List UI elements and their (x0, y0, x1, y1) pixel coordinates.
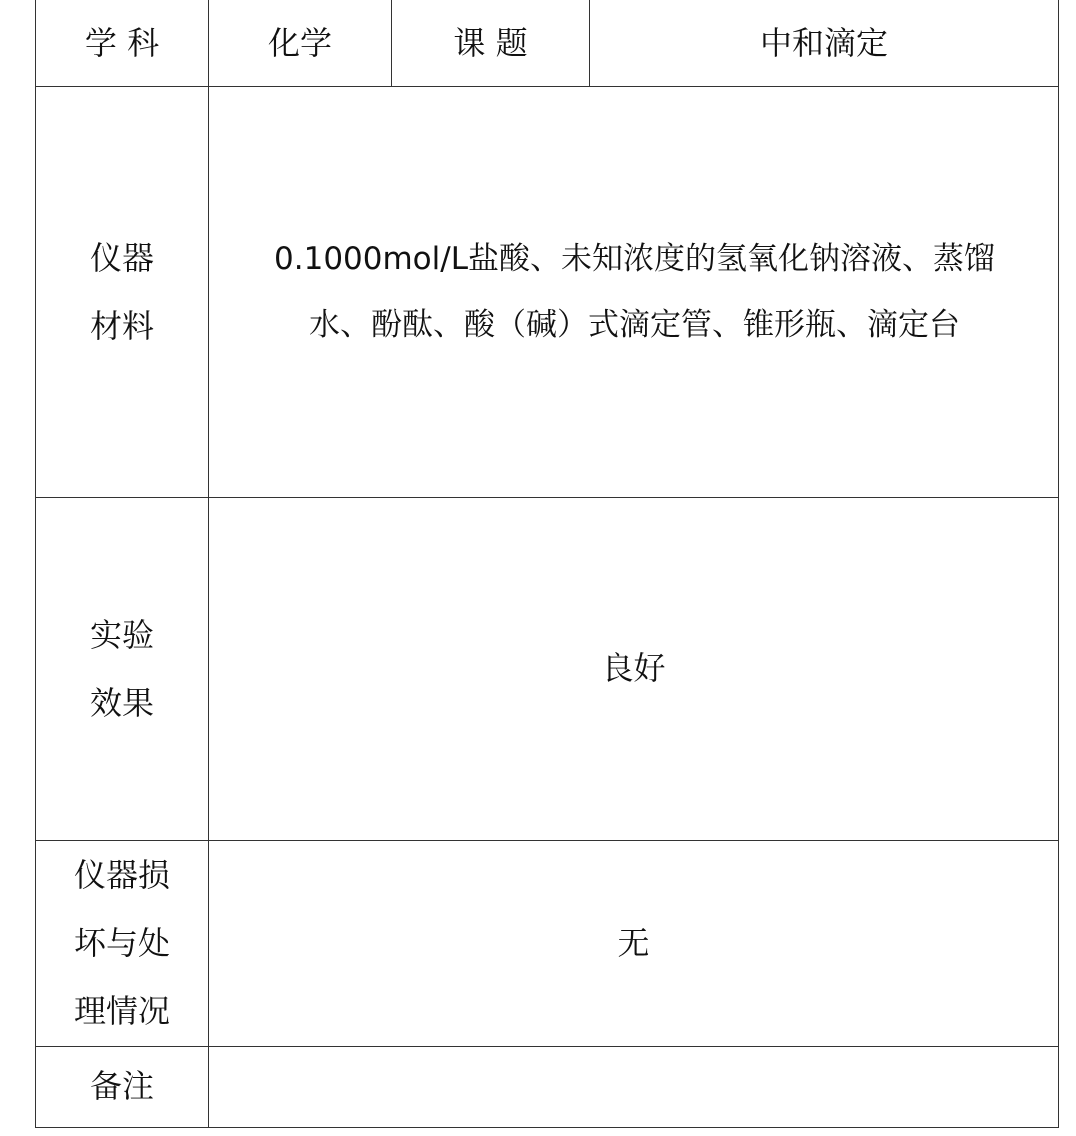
notes-row (36, 1046, 1059, 1127)
materials-label-line2: 材料 (89, 306, 154, 345)
materials-content-line1: 0.1000mol/L盐酸、未知浓度的氢氧化钠溶液、蒸馏 (274, 240, 995, 277)
damage-label-line1: 仪器损 (73, 856, 170, 894)
effect-label-line1: 实验 (89, 615, 154, 654)
subject-label-cell (36, 0, 209, 86)
damage-label-line3: 理情况 (73, 992, 170, 1030)
notes-label-cell (36, 1046, 209, 1127)
damage-label-cell (36, 840, 209, 1046)
materials-content (209, 226, 1058, 358)
damage-label-line2: 坏与处 (73, 924, 170, 962)
effect-label (90, 601, 154, 737)
notes-value-cell (209, 1046, 1059, 1127)
topic-label-cell (392, 0, 590, 86)
materials-label-cell (36, 86, 209, 497)
effect-row (36, 497, 1059, 840)
header-row (36, 0, 1059, 86)
experiment-record-sheet (35, 0, 1058, 1127)
materials-label (90, 224, 154, 360)
effect-label-cell (36, 497, 209, 840)
damage-label (74, 841, 170, 1045)
effect-value-cell (209, 497, 1059, 840)
notes-label: 备注 (89, 1067, 154, 1106)
materials-content-line2: 水、酚酞、酸（碱）式滴定管、锥形瓶、滴定台 (309, 306, 960, 343)
damage-value-cell (209, 840, 1059, 1046)
damage-row (36, 840, 1059, 1046)
topic-value-cell (590, 0, 1059, 86)
topic-label: 课 题 (453, 23, 528, 62)
subject-value-cell (209, 0, 392, 86)
subject-label: 学 科 (84, 23, 160, 62)
materials-label-line1: 仪器 (89, 238, 154, 277)
topic-value: 中和滴定 (759, 23, 888, 62)
materials-content-cell (209, 86, 1059, 497)
materials-row (36, 86, 1059, 497)
experiment-record-table (35, 0, 1059, 1128)
effect-value: 良好 (601, 649, 666, 688)
subject-value: 化学 (267, 23, 332, 62)
effect-label-line2: 效果 (89, 683, 154, 722)
damage-value: 无 (617, 923, 650, 962)
